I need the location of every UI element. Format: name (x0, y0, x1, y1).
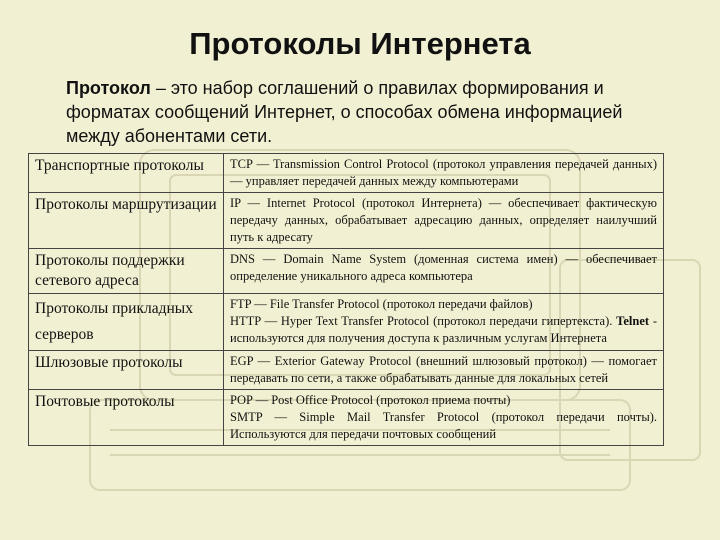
description-keyword: Telnet (616, 314, 650, 328)
category-cell: Транспортные протоколы (29, 154, 224, 193)
description-text: SMTP — Simple Mail Transfer Protocol (протокол передачи почты). Используются для передачи почтовых сообщений (230, 410, 657, 441)
category-cell: Протоколы поддержки сетевого адреса (29, 249, 224, 294)
protocols-table (28, 153, 664, 446)
description-text-part: HTTP — Hyper Text Transfer Protocol (протокол передачи гипертекста). (230, 314, 613, 328)
description-cell (224, 294, 664, 351)
description-text: EGP — Exterior Gateway Protocol (внешний шлюзовый протокол) — помогает передавать по сети, а также обрабатывать данные для локальных сетей (230, 354, 657, 385)
description-text: DNS — Domain Name System (доменная система имен) — обеспечивает определение уникального адреса компьютера (230, 252, 657, 283)
description-cell (224, 249, 664, 294)
category-cell: Протоколы маршрутизации (29, 193, 224, 249)
table-row (29, 154, 664, 193)
table-row (29, 249, 664, 294)
description-text: POP — Post Office Protocol (протокол приема почты) (230, 393, 511, 407)
table-row (29, 193, 664, 249)
description-cell (224, 390, 664, 446)
description-text: IP — Internet Protocol (протокол Интернета) — обеспечивает фактическую передачу данных, обрабатывает адресацию данных, определяет наилучший путь к адресату (230, 196, 657, 244)
definition-term: Протокол (66, 78, 151, 98)
description-text: FTP — File Transfer Protocol (протокол передачи файлов) (230, 297, 533, 311)
page-title: Протоколы Интернета (189, 26, 531, 61)
description-cell (224, 351, 664, 390)
category-cell: Шлюзовые протоколы (29, 351, 224, 390)
table-row (29, 294, 664, 351)
description-cell (224, 154, 664, 193)
definition-text: – это набор соглашений о правилах формирования и форматах сообщений Интернет, о способах обмена информацией между абонентами сети. (66, 78, 623, 146)
table-row (29, 351, 664, 390)
description-text (230, 313, 657, 347)
category-cell: Протоколы прикладных серверов (29, 294, 224, 351)
category-cell: Почтовые протоколы (29, 390, 224, 446)
description-text: TCP — Transmission Control Protocol (протокол управления передачей данных) — управляет передачей данных между компьютерами (230, 157, 657, 188)
definition-paragraph (66, 76, 626, 148)
description-cell (224, 193, 664, 249)
description-text-part: - используются для получения доступа к различным услугам Интернета (230, 314, 657, 345)
table-row (29, 390, 664, 446)
